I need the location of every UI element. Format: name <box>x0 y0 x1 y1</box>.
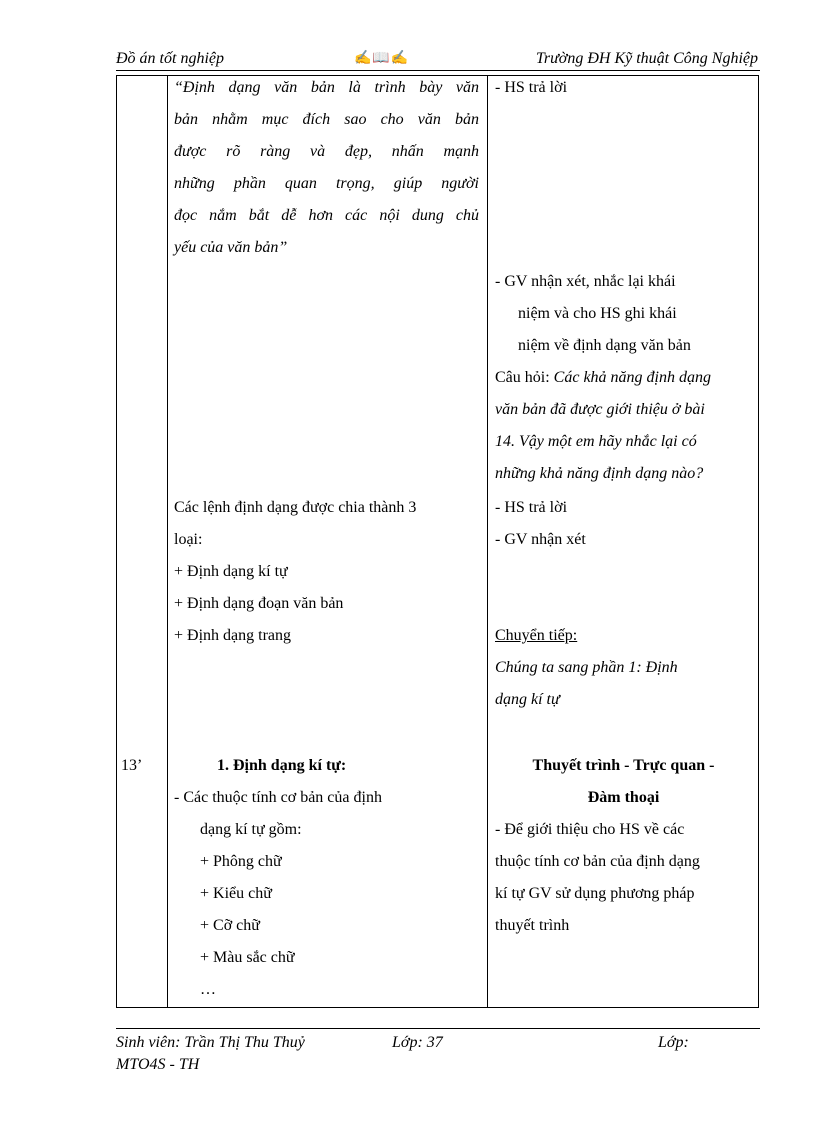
transition-text: dạng kí tự <box>495 691 560 708</box>
intro-text: - Để giới thiệu cho HS về các <box>495 821 685 838</box>
book-icon: ✍📖✍ <box>354 51 410 66</box>
quote-line: những phần quan trọng, giúp người <box>174 175 479 192</box>
command-item: + Định dạng kí tự <box>174 563 288 580</box>
transition-text: Chúng ta sang phần 1: Định <box>495 659 678 676</box>
quote-line: bản nhằm mục đích sao cho văn bản <box>174 111 479 128</box>
method-title: Đàm thoại <box>587 789 660 806</box>
commands-intro: loại: <box>174 531 203 548</box>
footer-class: Lớp: 37 <box>392 1034 443 1051</box>
gv-comment: niệm về định dạng văn bản <box>518 337 691 354</box>
prop-item: + Kiểu chữ <box>200 885 272 902</box>
page-footer <box>116 1028 760 1073</box>
gv-comment: - GV nhận xét, nhắc lại khái <box>495 273 676 290</box>
command-item: + Định dạng đoạn văn bản <box>174 595 344 612</box>
question-label: Câu hỏi: <box>495 369 550 386</box>
intro-text: thuyết trình <box>495 917 570 934</box>
question-text: văn bản đã được giới thiệu ở bài <box>495 401 705 418</box>
hs-answer: - HS trả lời <box>495 79 568 96</box>
quote-line: yếu của văn bản” <box>174 239 288 256</box>
command-item: + Định dạng trang <box>174 627 291 644</box>
transition-label: Chuyển tiếp: <box>495 627 578 644</box>
prop-item: + Cỡ chữ <box>200 917 260 934</box>
intro-text: thuộc tính cơ bản của định dạng <box>495 853 700 870</box>
props-intro: dạng kí tự gồm: <box>200 821 302 838</box>
question <box>495 368 711 388</box>
section-title: 1. Định dạng kí tự: <box>217 757 347 774</box>
gv-comment: niệm và cho HS ghi khái <box>518 305 677 322</box>
prop-item: + Màu sắc chữ <box>200 949 295 966</box>
time-cell: 13’ <box>121 757 143 774</box>
column-divider-1 <box>167 76 168 1007</box>
footer-student: Sinh viên: Trần Thị Thu Thuỷ <box>116 1034 305 1051</box>
page-header <box>116 48 760 71</box>
props-intro: - Các thuộc tính cơ bản của định <box>174 789 382 806</box>
quote-line: được rõ ràng và đẹp, nhấn mạnh <box>174 143 479 160</box>
method-title: Thuyết trình - Trực quan - <box>532 757 715 774</box>
footer-code: MTO4S - TH <box>116 1056 200 1073</box>
prop-item: + Phông chữ <box>200 853 282 870</box>
quote-line: đọc nắm bắt dễ hơn các nội dung chủ <box>174 207 479 224</box>
gv-comment: - GV nhận xét <box>495 531 586 548</box>
quote-line: “Định dạng văn bản là trình bày văn <box>174 79 479 96</box>
header-right: Trường ĐH Kỹ thuật Công Nghiệp <box>535 50 758 67</box>
hs-answer: - HS trả lời <box>495 499 568 516</box>
question-text: 14. Vậy một em hãy nhắc lại có <box>495 433 697 450</box>
question-text: những khả năng định dạng nào? <box>495 465 704 482</box>
lesson-table <box>116 75 759 1008</box>
question-text: Các khả năng định dạng <box>549 369 711 386</box>
header-left: Đồ án tốt nghiệp <box>116 50 224 67</box>
intro-text: kí tự GV sử dụng phương pháp <box>495 885 695 902</box>
footer-class-2: Lớp: <box>658 1034 689 1051</box>
prop-item: … <box>200 981 216 998</box>
commands-intro: Các lệnh định dạng được chia thành 3 <box>174 499 417 516</box>
column-divider-2 <box>487 76 488 1007</box>
